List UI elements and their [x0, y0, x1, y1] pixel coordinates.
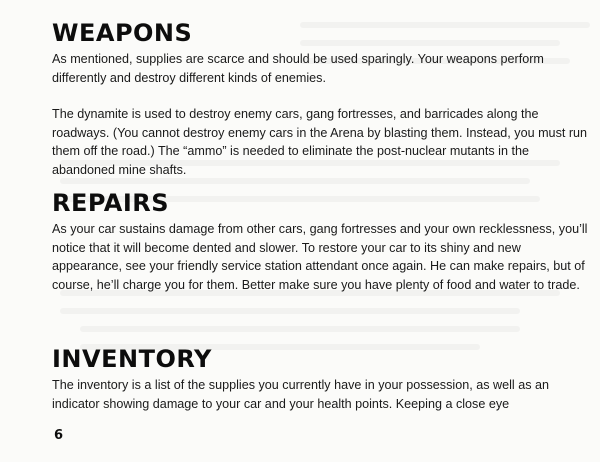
weapons-paragraph-2: The dynamite is used to destroy enemy cars, gang fortresses, and barricades along the roadways. (You cannot destroy enemy cars in the Arena by blasting them. Instead, you must run them off the road.) The “ammo” is needed to eliminate the post-nuclear mutants in the abandoned mine shafts. — [52, 107, 588, 177]
weapons-paragraph-1: As mentioned, supplies are scarce and should be used sparingly. Your weapons perform differently and destroy different kinds of enemies. — [52, 52, 544, 85]
weapons-section — [52, 18, 590, 180]
inventory-heading: INVENTORY — [52, 345, 212, 373]
inventory-paragraph-1: The inventory is a list of the supplies you currently have in your possession, as well as an indicator showing damage to your car and your health points. Keeping a close eye — [52, 378, 550, 411]
repairs-heading: REPAIRS — [52, 189, 170, 217]
weapons-heading: WEAPONS — [52, 19, 193, 47]
page-number: 6 — [54, 428, 64, 443]
repairs-section — [52, 188, 590, 294]
repairs-paragraph-1: As your car sustains damage from other cars, gang fortresses and your own recklessness, you’ll notice that it will become dented and slower. To restore your car to its shiny and new appearance, see your friendly service station attendant once again. He can make repairs, but of course, he’ll charge you for them. Better make sure you have plenty of food and water to trade. — [52, 222, 588, 292]
inventory-section — [52, 344, 590, 413]
